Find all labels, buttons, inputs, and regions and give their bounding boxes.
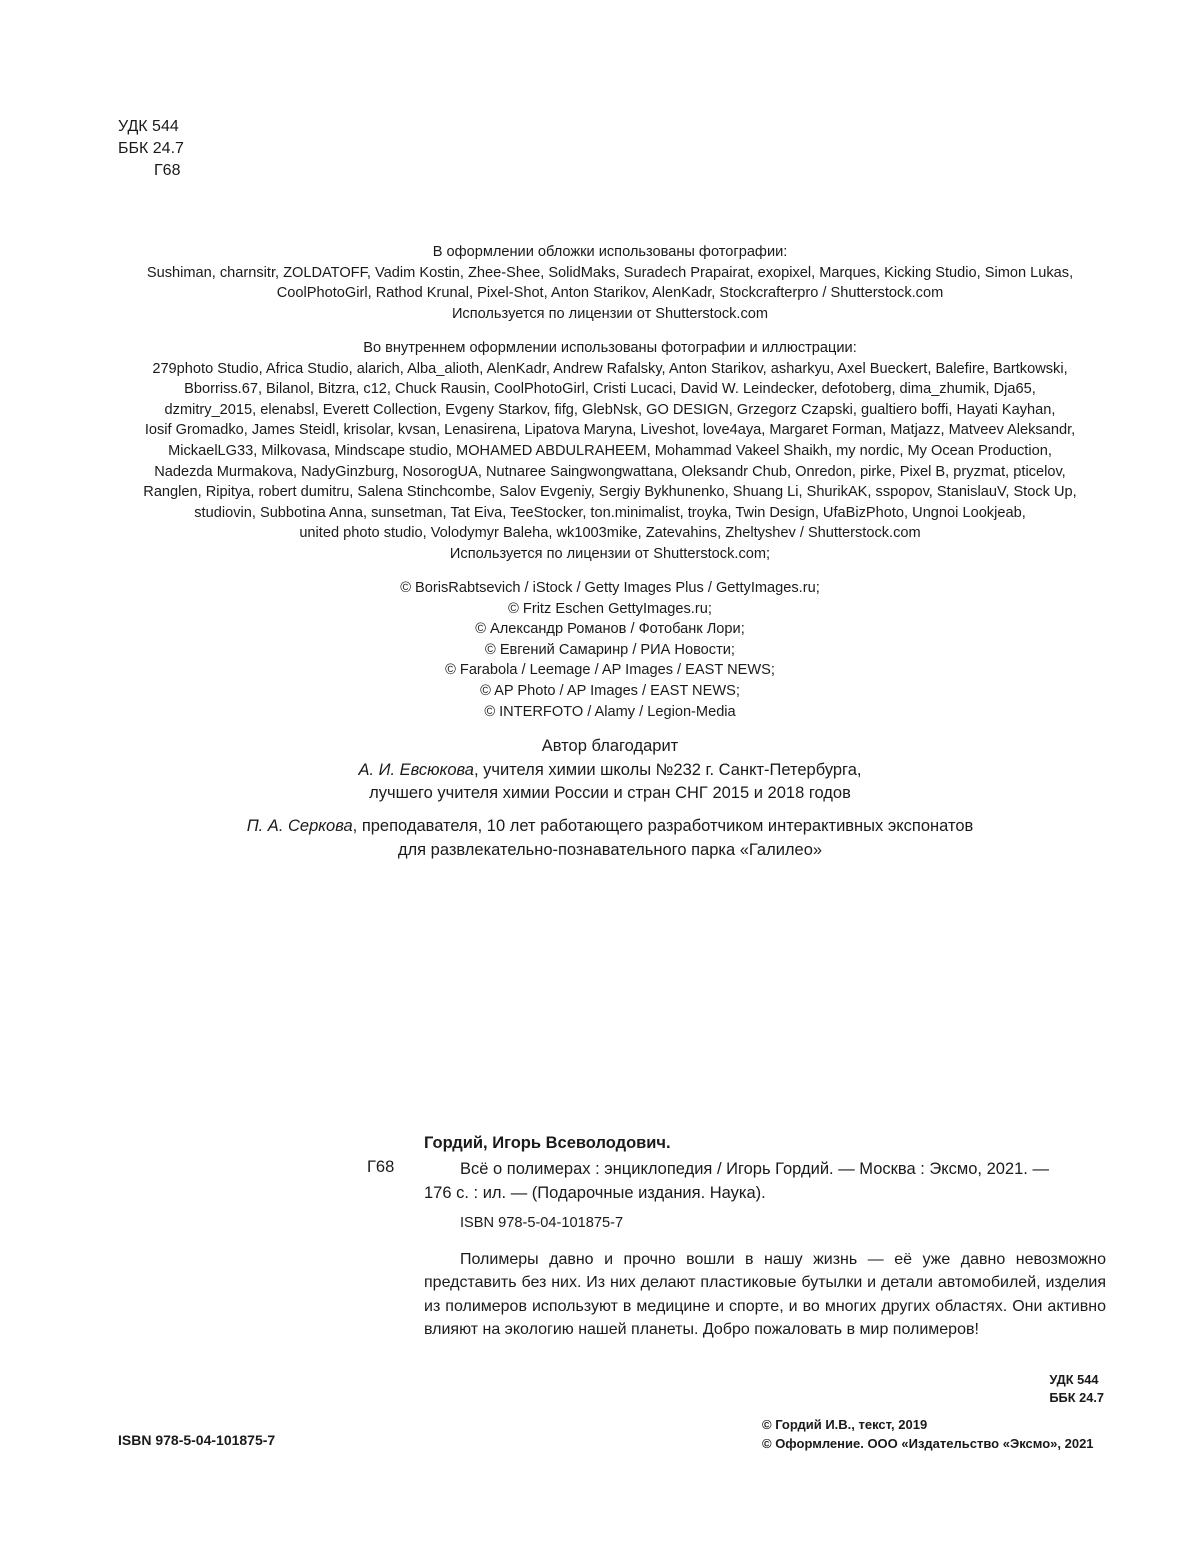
credit-line: Bborriss.67, Bilanol, Bitzra, c12, Chuck Rausin, CoolPhotoGirl, Cristi Lucaci, David W. Leindecker, defotoberg, dima_zhumik, Dja65,: [184, 381, 1036, 398]
acknowledgements: [100, 735, 1120, 806]
biblio-line-2: 176 с. : ил. — (Подарочные издания. Наука).: [424, 1183, 766, 1202]
person-1-description: , учителя химии школы №232 г. Санкт-Петербурга,: [473, 760, 862, 779]
credit-line: united photo studio, Volodymyr Baleha, wk1003mike, Zatevahins, Zheltyshev / Shutterstock.com: [299, 525, 921, 542]
credit-line: 279photo Studio, Africa Studio, alarich, Alba_alioth, AlenKadr, Andrew Rafalsky, Anton Starikov, asharkyu, Axel Bueckert, Balefire, Bartkowski,: [152, 360, 1068, 377]
copyright-line: © BorisRabtsevich / iStock / Getty Images Plus / GettyImages.ru;: [400, 580, 820, 596]
copyright-text: © Гордий И.В., текст, 2019: [762, 1417, 928, 1432]
person-2-description: , преподавателя, 10 лет работающего разработчиком интерактивных экспонатов: [352, 817, 974, 835]
udk-code: УДК 544: [118, 118, 179, 135]
credit-line: Sushiman, charnsitr, ZOLDATOFF, Vadim Kostin, Zhee-Shee, SolidMaks, Suradech Prapairat, exopixel, Marques, Kicking Studio, Simon Lukas,: [146, 264, 1074, 281]
author-sign: Г68: [154, 162, 181, 179]
biblio-description: [424, 1158, 1106, 1205]
credit-line: Iosif Gromadko, James Steidl, krisolar, kvsan, Lenasirena, Lipatova Maryna, Liveshot, love4aya, Margaret Forman, Matjazz, Matveev Aleksandr,: [144, 422, 1076, 439]
credit-line: Используется по лицензии от Shutterstock.com: [451, 305, 769, 322]
credit-line: studiovin, Subbotina Anna, sunsetman, Tat Eiva, TeeStocker, ton.minimalist, troyka, Twin Design, UfaBizPhoto, Ungnoi Lookjeab,: [194, 504, 1026, 521]
biblio-index: Г68: [367, 1158, 395, 1176]
thanks-person-2: [100, 815, 1120, 839]
biblio-udk: УДК 544: [1049, 1372, 1099, 1387]
thanks-person-1: [100, 759, 1120, 783]
person-1-name: А. И. Евсюкова: [358, 760, 474, 779]
person-2-name: П. А. Серкова: [246, 817, 353, 835]
cover-photo-credits: [100, 242, 1120, 324]
inner-credits-intro: Во внутреннем оформлении использованы фотографии и иллюстрации:: [363, 340, 857, 356]
credit-line: CoolPhotoGirl, Rathod Krunal, Pixel-Shot, Anton Starikov, AlenKadr, Stockcrafterpro / Shutterstock.com: [276, 285, 944, 302]
copyright-line: © Fritz Eschen GettyImages.ru;: [508, 600, 712, 617]
credit-line: Nadezda Murmakova, NadyGinzburg, NosorogUA, Nutnaree Saingwongwattana, Oleksandr Chub, Onredon, pirke, Pixel B, pryzmat, pticelov,: [154, 463, 1066, 480]
biblio-bbk: ББК 24.7: [1049, 1390, 1104, 1405]
footer-isbn: ISBN 978-5-04-101875-7: [118, 1432, 276, 1448]
biblio-line-1: Всё о полимерах : энциклопедия / Игорь Гордий. — Москва : Эксмо, 2021. —: [460, 1160, 1049, 1178]
biblio-annotation: Полимеры давно и прочно вошли в нашу жизнь — её уже давно невозможно представить без них. Из них делают пластиковые бутылки и детали автомобилей, изделия из полимеров используют в медицине и спорте, и во многих других областях. Они активно влияют на экологию нашей планеты. Добро пожаловать в мир полимеров!: [424, 1251, 1106, 1338]
credit-line: dzmitry_2015, elenabsl, Everett Collection, Evgeny Starkov, fifg, GlebNsk, GO DESIGN, Grzegorz Czapski, gualtiero boffi, Hayati Kayhan,: [164, 401, 1056, 418]
copyright-credits: [100, 578, 1120, 722]
acknowledgements-2: [100, 815, 1120, 862]
credit-line: Ranglen, Ripitya, robert dumitru, Salena Stinchcombe, Salov Evgeniy, Sergiy Bykhunenko, Shuang Li, ShurikAK, sspopov, StanislauV, Stock Up,: [143, 484, 1077, 501]
credit-line: MickaelLG33, Milkovasa, Mindscape studio, MOHAMED ABDULRAHEEM, Mohammad Vakeel Shaikh, my nordic, My Ocean Production,: [168, 442, 1052, 459]
copyright-line: © Александр Романов / Фотобанк Лори;: [475, 621, 745, 638]
footer-copyright: [762, 1416, 1094, 1453]
copyright-design: © Оформление. ООО «Издательство «Эксмо», 2021: [762, 1435, 1094, 1451]
bbk-code: ББК 24.7: [118, 140, 184, 157]
biblio-author: Гордий, Игорь Всеволодович.: [424, 1134, 671, 1152]
copyright-line: © AP Photo / AP Images / EAST NEWS;: [480, 682, 740, 699]
copyright-line: © Евгений Самаринр / РИА Новости;: [485, 641, 735, 658]
person-1-line-2: лучшего учителя химии России и стран СНГ 2015 и 2018 годов: [369, 784, 851, 802]
biblio-isbn: ISBN 978-5-04-101875-7: [460, 1215, 624, 1231]
thanks-title: Автор благодарит: [541, 737, 679, 755]
biblio-codes: [1049, 1371, 1104, 1407]
copyright-line: © Farabola / Leemage / AP Images / EAST NEWS;: [445, 662, 775, 679]
cover-credits-intro: В оформлении обложки использованы фотографии:: [432, 244, 788, 260]
inner-photo-credits: [100, 338, 1120, 565]
classification-codes: [118, 116, 184, 182]
person-2-line-2: для развлекательно-познавательного парка «Галилео»: [397, 840, 823, 859]
copyright-line: © INTERFOTO / Alamy / Legion-Media: [484, 703, 736, 720]
credit-line: Используется по лицензии от Shutterstock.com;: [449, 545, 771, 562]
